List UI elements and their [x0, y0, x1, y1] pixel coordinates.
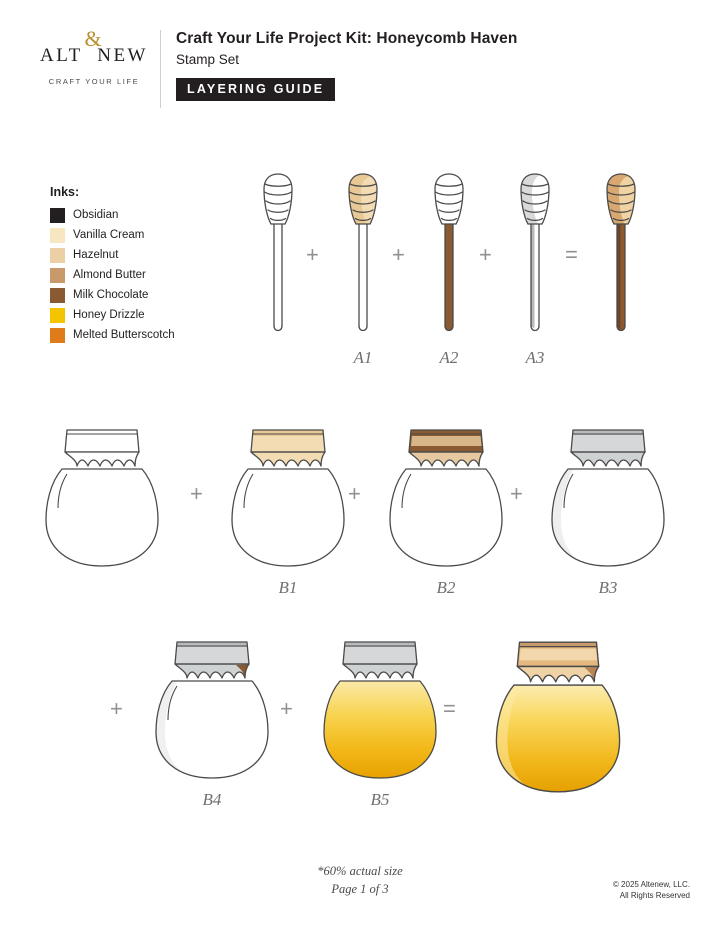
jar-layer-b3: [528, 408, 688, 583]
caption-a3: A3: [525, 348, 545, 367]
page-number: Page 1 of 3: [331, 882, 389, 897]
ink-swatch-honey-drizzle: [50, 308, 65, 323]
brand-logo-mark: [34, 26, 154, 70]
page-subtitle: Stamp Set: [176, 52, 240, 67]
ink-legend-item: [50, 285, 230, 305]
brand-logo-word-right: NEW: [82, 45, 148, 66]
header-title-block: [176, 30, 517, 101]
jar-layer-b1: [208, 408, 368, 583]
operator-plus: +: [510, 481, 523, 506]
brand-logo-word-left: ALT: [40, 45, 83, 66]
jar-layer-b2: [366, 408, 526, 583]
ink-legend-item: [50, 225, 230, 245]
operator-plus: +: [110, 696, 123, 721]
ink-label: Melted Butterscotch: [73, 329, 175, 341]
ink-legend-item: [50, 245, 230, 265]
ink-swatch-vanilla-cream: [50, 228, 65, 243]
jar-layer-outline: [22, 408, 182, 583]
ink-label: Milk Chocolate: [73, 289, 149, 301]
inks-legend-title: Inks:: [50, 185, 80, 199]
ink-label: Honey Drizzle: [73, 309, 145, 321]
ink-label: Vanilla Cream: [73, 229, 145, 241]
ink-swatch-obsidian: [50, 208, 65, 223]
operator-equals: =: [443, 696, 456, 721]
brand-logo: [34, 26, 154, 86]
operator-plus: +: [190, 481, 203, 506]
ink-legend-item: [50, 305, 230, 325]
caption-b5: B5: [370, 790, 390, 809]
dipper-layer-outline: [243, 160, 313, 350]
caption-a2: A2: [439, 348, 459, 367]
ampersand-icon: &: [84, 26, 104, 51]
ink-legend-item: [50, 325, 230, 345]
inks-legend: [50, 185, 230, 345]
ink-legend-item: [50, 265, 230, 285]
ink-label: Obsidian: [73, 209, 119, 221]
caption-b3: B3: [598, 578, 618, 597]
operator-plus: +: [306, 242, 319, 267]
jar-composite: [462, 612, 642, 807]
copyright-line-2: All Rights Reserved: [619, 890, 690, 900]
layering-guide-badge: LAYERING GUIDE: [176, 78, 335, 101]
operator-plus: +: [348, 481, 361, 506]
ink-label: Hazelnut: [73, 249, 119, 261]
copyright-block: [613, 880, 690, 902]
scale-note: *60% actual size: [317, 864, 403, 878]
dipper-composite: [586, 160, 656, 350]
operator-plus: +: [392, 242, 405, 267]
caption-b1: B1: [278, 578, 298, 597]
dipper-layer-a1: [328, 160, 398, 350]
jar-layer-b4: [132, 620, 292, 800]
copyright-line-1: © 2025 Altenew, LLC.: [612, 880, 690, 889]
ink-swatch-hazelnut: [50, 248, 65, 263]
brand-tagline: CRAFT YOUR LIFE: [48, 77, 140, 86]
operator-plus: +: [280, 696, 293, 721]
dipper-layer-a3: [500, 160, 570, 350]
operator-equals: =: [565, 242, 578, 267]
page-header: [0, 18, 720, 104]
jar-layer-b5: [300, 620, 460, 800]
ink-swatch-milk-chocolate: [50, 288, 65, 303]
page-title: Craft Your Life Project Kit: Honeycomb Haven: [176, 30, 518, 47]
caption-b4: B4: [202, 790, 222, 809]
operator-plus: +: [479, 242, 492, 267]
ink-legend-item: [50, 205, 230, 225]
dipper-layer-a2: [414, 160, 484, 350]
caption-b2: B2: [436, 578, 456, 597]
caption-a1: A1: [353, 348, 373, 367]
header-divider: [160, 30, 161, 108]
ink-swatch-melted-butterscotch: [50, 328, 65, 343]
ink-swatch-almond-butter: [50, 268, 65, 283]
ink-label: Almond Butter: [73, 269, 146, 281]
